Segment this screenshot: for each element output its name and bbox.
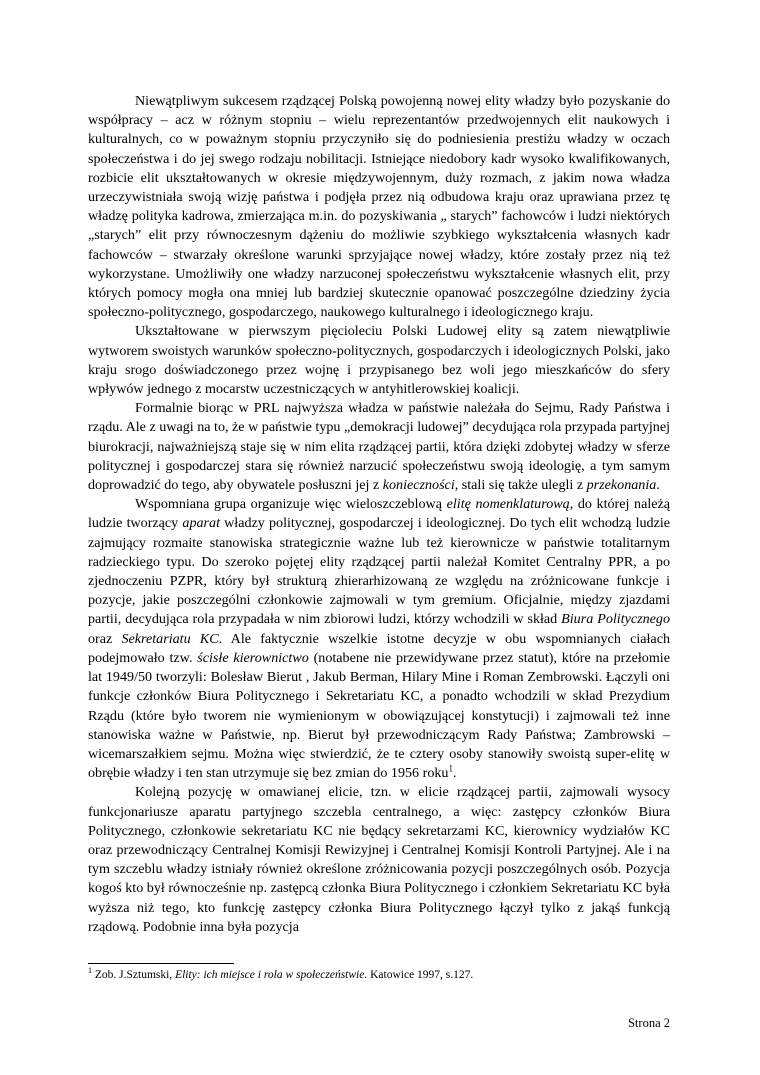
document-body — [88, 92, 670, 937]
paragraph-5 — [88, 783, 670, 937]
footnote-title: Elity: ich miejsce i rola w społeczeństwie. — [175, 969, 368, 981]
italic-phrase: Sekretariatu KC — [121, 630, 219, 647]
text-segment: władzy politycznej, gospodarczej i ideologicznej. Do tych elit wchodzą ludzie zajmujący rozmaite stanowiska strategicznie ważne lub też kierownicze w państwie totalitarnym radzieckiego typu. Do szeroko pojętej elity rządzącej partii należał Komitet Centralny PPR, a po zjednoczeniu PZPR, który był strukturą zhierarhizowaną ze względu na zróżnicowane funkcje i pozycje, jakie poszczególni członkowie zajmowali w tym gremium. Oficjalnie, między zjazdami partii, decydująca rola przypadała w nim zbiorowi ludzi, którzy wchodzili w skład — [88, 515, 671, 628]
paragraph-4 — [88, 495, 670, 783]
italic-phrase: elitę nomenklaturową — [446, 496, 570, 513]
italic-phrase: konieczności — [382, 477, 455, 494]
italic-phrase: przekonania — [586, 477, 657, 494]
text-segment: . — [452, 765, 457, 782]
paragraph-2 — [88, 322, 670, 399]
text-segment: oraz — [88, 630, 122, 647]
footnote — [88, 968, 670, 982]
footnote-suffix: Katowice 1997, s.127. — [367, 969, 474, 981]
text-segment: (notabene nie przewidywane przez statut), które na przełomie lat 1949/50 tworzyli: Bolesław Bierut , Jakub Berman, Hilary Mine i Roman Zembrowski. Łączyli oni funkcje członków Biura Politycznego i Sekretariatu KC, a ponadto wchodzili w skład Prezydium Rządu (które było tworem nie wymienionym w obowiązującej konstytucji) i zajmowali też inne stanowiska ważne w Państwie, np. Bierut był przewodniczącym Rady Państwa; Zambrowski – wicemarszałkiem sejmu. Można więc stwierdzić, że te cztery osoby stanowiły swoistą super-elitę w obrębie władzy i ten stan utrzymuje się bez zmian do 1956 roku — [88, 649, 670, 782]
footnote-separator — [88, 963, 234, 964]
text-segment: Formalnie biorąc w PRL najwyższa władza w państwie należała do Sejmu, Rady Państwa i rządu. Ale z uwagi na to, że w państwie typu „demokracji ludowej” decydująca rola przypada partyjnej biurokracji, najważniejszą staje się w nim elita rządzącej partii, która dzięki zdobytej władzy w sferze politycznej i gospodarczej stara się również narzucić społeczeństwu swoją ideologię, a tym samym doprowadzić do tego, aby obywatele posłuszni jej z — [88, 400, 670, 494]
italic-phrase: Biura Politycznego — [561, 611, 671, 628]
text-segment: Wspomniana grupa organizuje więc wieloszczeblową — [135, 496, 447, 513]
text-segment: , stali się także ulegli z — [454, 477, 587, 494]
footnote-prefix: Zob. J.Sztumski, — [92, 969, 176, 981]
footnote-reference: 1 — [448, 763, 453, 774]
text-segment: . Ale faktycznie wszelkie istotne decyzje w obu wspomnianych ciałach podejmowało tzw. — [88, 630, 670, 666]
text-segment: Niewątpliwym sukcesem rządzącej Polską powojenną nowej elity władzy było pozyskanie do współpracy – acz w różnym stopniu – wielu reprezentantów przedwojennych elit naukowych i kulturalnych, co w poważnym stopniu przyczyniło się do podniesienia prestiżu władzy w oczach społeczeństwa i do jej swego rodzaju nobilitacji. Istniejące niedobory kadr wysoko kwalifikowanych, rozbicie elit ukształtowanych w okresie międzywojennym, duży rozmach, z jakim nowa władza urzeczywistniała swoją wizję państwa i podjęła przez nią odbudowa kraju oraz uprawiana przez tę władzę polityka kadrowa, zmierzająca m.in. do pozyskiwania „ starych” fachowców i ludzi niektórych „starych” elit przy równoczesnym dążeniu do możliwie szybkiego wykształcenia własnych kadr fachowców – stwarzały określone warunki sprzyjające nowej władzy, które zostały przez nią też wykorzystane. Umożliwiły one władzy narzuconej społeczeństwu wykształcenie własnych elit, przy których pomocy mogła ona mniej lub bardziej skutecznie opanować poszczególne dziedziny życia społeczno-politycznego, gospodarczego, naukowego kulturalnego i ideologicznego kraju. — [88, 93, 670, 321]
text-segment: Kolejną pozycję w omawianej elicie, tzn. w elicie rządzącej partii, zajmowali wysocy funkcjonariusze aparatu partyjnego szczebla centralnego, a więc: zastępcy członków Biura Politycznego, członkowie sekretariatu KC nie będący sekretarzami KC, kierownicy wydziałów KC oraz przewodniczący Centralnej Komisji Rewizyjnej i Centralnej Komisji Kontroli Partyjnej. Ale i na tym szczeblu władzy istniały również określone zróżnicowania pozycji poszczególnych osób. Pozycja kogoś kto był równocześnie np. zastępcą członka Biura Politycznego i członkiem Sekretariatu KC była wyższa niż tego, kto funkcję zastępcy członka Biura Politycznego łączył tylko z jakąś funkcją rządową. Podobnie inna była pozycja — [88, 784, 670, 935]
text-segment: Ukształtowane w pierwszym pięcioleciu Polski Ludowej elity są zatem niewątpliwie wytworem swoistych warunków społeczno-politycznych, gospodarczych i ideologicznych Polski, jako kraju srogo doświadczonego przez wojnę i przypisanego bez woli jego mieszkańców do sfery wpływów jednego z mocarstw uczestniczących w antyhitlerowskiej koalicji. — [88, 323, 670, 398]
paragraph-1 — [88, 92, 670, 322]
footnote-marker: 1 — [88, 966, 92, 976]
page-number: Strona 2 — [627, 1016, 670, 1030]
italic-phrase: aparat — [182, 515, 220, 532]
text-segment: , do której należą ludzie tworzący — [88, 496, 671, 532]
italic-phrase: ścisłe kierownictwo — [197, 649, 309, 666]
paragraph-3 — [88, 399, 670, 495]
text-segment: . — [656, 477, 660, 494]
